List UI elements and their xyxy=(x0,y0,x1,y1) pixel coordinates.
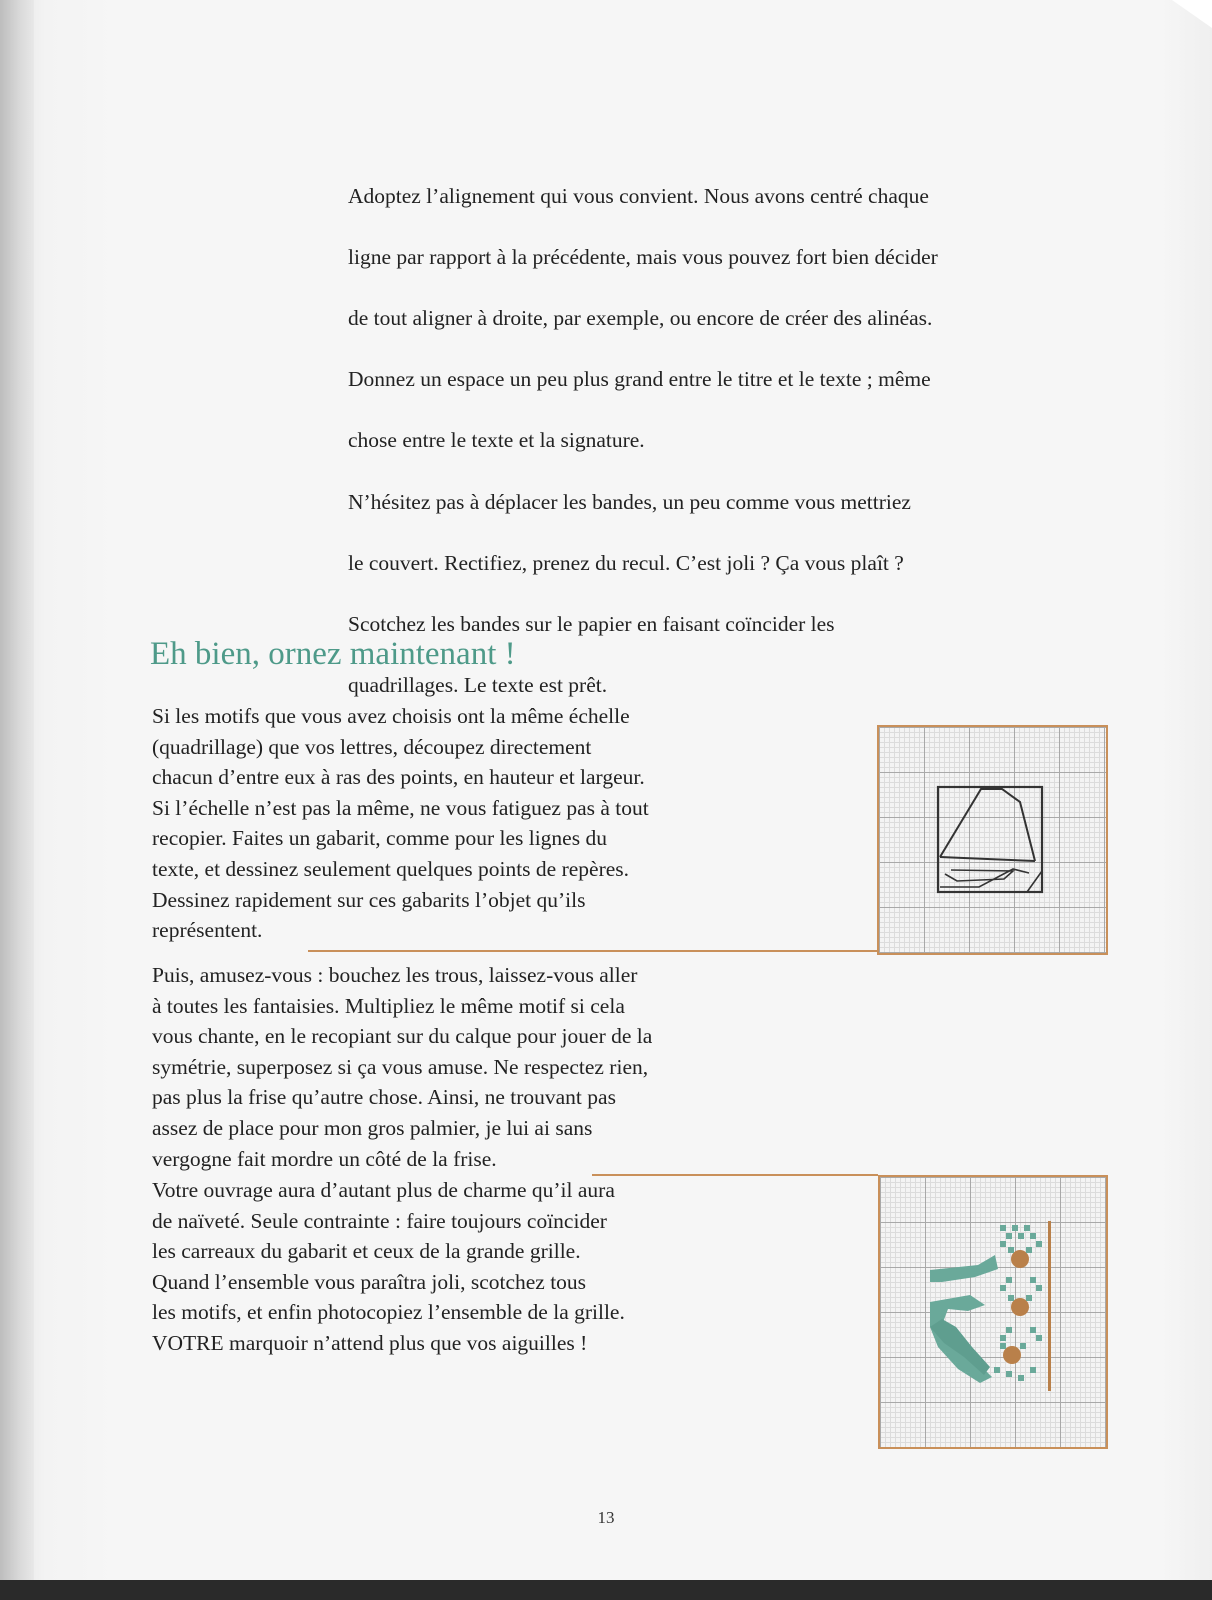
intro-line: de tout aligner à droite, par exemple, ou encore de créer des alinéas. xyxy=(348,305,933,330)
paragraph-line: (quadrillage) que vos lettres, découpez directement xyxy=(152,734,592,759)
paragraph-line: vergogne fait mordre un côté de la frise. xyxy=(152,1146,497,1171)
page-corner xyxy=(1172,0,1212,28)
paragraph-line: Votre ouvrage aura d’autant plus de charme qu’il aura xyxy=(152,1178,615,1202)
flower-frieze-icon xyxy=(880,1177,1106,1447)
intro-line: ligne par rapport à la précédente, mais vous pouvez fort bien décider xyxy=(348,244,938,269)
paragraph-line: vous chante, en le recopiant sur du calque pour jouer de la xyxy=(152,1024,653,1049)
intro-line: Scotchez les bandes sur le papier en faisant coïncider les xyxy=(348,611,835,636)
paragraph-line: assez de place pour mon gros palmier, je lui ai sans xyxy=(152,1115,593,1140)
paragraph-line: Si l’échelle n’est pas la même, ne vous fatiguez pas à tout xyxy=(152,795,649,820)
page-bottom-edge xyxy=(0,1580,1212,1600)
paragraph-line: de naïveté. Seule contrainte : faire toujours coïncider xyxy=(152,1208,607,1233)
paragraph-line: Quand l’ensemble vous paraîtra joli, scotchez tous xyxy=(152,1269,587,1294)
paragraph-line: Dessinez rapidement sur ces gabarits l’objet qu’ils xyxy=(152,887,586,912)
intro-line: le couvert. Rectifiez, prenez du recul. C’est joli ? Ça vous plaît ? xyxy=(348,550,904,575)
paragraph-line: les carreaux du gabarit et ceux de la grande grille. xyxy=(152,1239,581,1264)
paragraph-line: chacun d’entre eux à ras des points, en hauteur et largeur. xyxy=(152,765,645,790)
paragraph-three xyxy=(152,1175,625,1359)
intro-line: Adoptez l’alignement qui vous convient. Nous avons centré chaque xyxy=(348,183,929,208)
intro-line: Donnez un espace un peu plus grand entre le titre et le texte ; même xyxy=(348,367,931,392)
page-number: 13 xyxy=(597,1508,615,1527)
flower-motif-figure xyxy=(878,1175,1108,1449)
leader-rule-1 xyxy=(308,950,879,952)
paragraph-line: Puis, amusez-vous : bouchez les trous, laissez-vous aller xyxy=(152,963,638,987)
paragraph-line: pas plus la frise qu’autre chose. Ainsi, ne trouvant pas xyxy=(152,1085,616,1110)
intro-line: N’hésitez pas à déplacer les bandes, un peu comme vous mettriez xyxy=(348,489,911,514)
paragraph-line: symétrie, superposez si ça vous amuse. Ne respectez rien, xyxy=(152,1054,649,1079)
paragraph-one xyxy=(152,701,649,946)
section-title: Eh bien, ornez maintenant ! xyxy=(150,636,516,672)
paragraph-line: les motifs, et enfin photocopiez l’ensemble de la grille. xyxy=(152,1300,625,1325)
paragraph-line: représentent. xyxy=(152,918,263,943)
leader-rule-2 xyxy=(592,1174,878,1176)
book-spine-shadow xyxy=(0,0,34,1600)
paragraph-line: recopier. Faites un gabarit, comme pour les lignes du xyxy=(152,826,607,851)
paragraph-two xyxy=(152,960,652,1174)
sailboat-template-figure xyxy=(877,725,1108,955)
intro-line: quadrillages. Le texte est prêt. xyxy=(348,673,608,698)
paragraph-line: texte, et dessinez seulement quelques points de repères. xyxy=(152,856,630,881)
intro-line: chose entre le texte et la signature. xyxy=(348,428,645,453)
paragraph-line: Si les motifs que vous avez choisis ont la même échelle xyxy=(152,704,630,728)
paragraph-line: à toutes les fantaisies. Multipliez le même motif si cela xyxy=(152,993,625,1018)
paragraph-line: VOTRE marquoir n’attend plus que vos aiguilles ! xyxy=(152,1330,588,1355)
sailboat-sketch-icon xyxy=(879,727,1106,953)
